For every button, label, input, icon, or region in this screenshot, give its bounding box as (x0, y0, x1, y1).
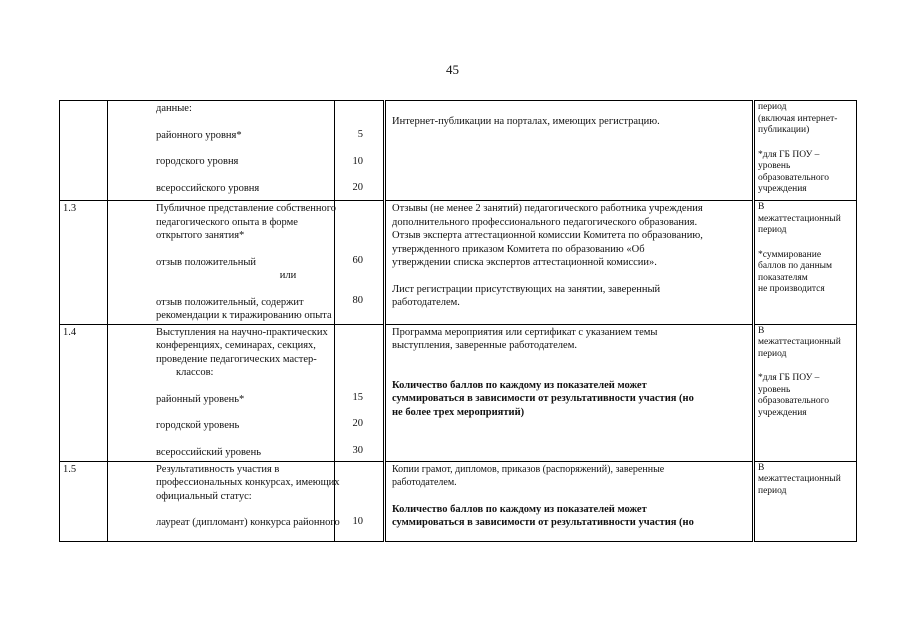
document-line: Отзывы (не менее 2 занятий) педагогического работника учреждения (392, 203, 703, 214)
period-line: *для ГБ ПОУ – (758, 373, 820, 383)
document-line (392, 270, 746, 283)
item-label: рекомендации к тиражированию опыта (156, 310, 332, 321)
period-line: не производится (758, 284, 825, 294)
points-value: 5 (357, 129, 363, 140)
indicator-cell (108, 461, 340, 541)
period-line: период (758, 102, 787, 112)
period-line (758, 360, 853, 373)
period-line (758, 237, 853, 250)
row-number: 1.4 (60, 324, 108, 461)
points-value: 80 (352, 294, 363, 306)
indicator-line: Результативность участия в (156, 463, 280, 475)
period-line: учреждения (758, 407, 807, 418)
document-line: Программа мероприятия или сертификат с указанием темы (392, 326, 658, 338)
document-line: Отзыв эксперта аттестационной комиссии Комитета по образованию, (392, 230, 703, 241)
period-cell (754, 324, 857, 461)
points-cell (335, 201, 385, 325)
period-line: образовательного (758, 396, 830, 406)
points-value: 30 (352, 444, 363, 456)
indicator-line: классов: (176, 367, 214, 378)
row-number: 1.3 (60, 201, 108, 325)
document-note: суммироваться в зависимости от результативности участия (но (392, 517, 694, 528)
period-line: уровень (758, 384, 791, 395)
item-label: отзыв положительный (156, 256, 257, 268)
document-line: дополнительного профессионального педагогического образования. (392, 216, 698, 228)
document-line: Интернет-публикации на порталах, имеющих регистрацию. (392, 116, 660, 127)
period-line: период (758, 225, 787, 235)
period-line: образовательного (758, 172, 830, 183)
table-row (60, 201, 857, 325)
item-label: лауреат (дипломант) конкурса районного (156, 517, 340, 528)
period-line: *для ГБ ПОУ – (758, 149, 820, 160)
item-label: городской уровень (156, 420, 240, 431)
document-line: работодателем. (392, 297, 460, 308)
period-line: межаттестационный (758, 337, 841, 347)
or-label: или (279, 270, 297, 281)
points-value: 60 (352, 255, 363, 266)
document-note: суммироваться в зависимости от результативности участия (но (392, 393, 694, 404)
item-label: районный уровень* (156, 393, 245, 405)
period-line: публикации) (758, 125, 810, 135)
period-line: (включая интернет- (758, 113, 838, 124)
indicator-line: открытого занятия* (156, 230, 245, 241)
document-line: работодателем. (392, 477, 457, 488)
period-line: В (758, 202, 765, 212)
indicator-cell (108, 101, 335, 201)
period-line: межаттестационный (758, 213, 841, 224)
item-label: всероссийский уровень (156, 446, 262, 458)
document-note: Количество баллов по каждому из показателей может (392, 503, 647, 515)
document-line: выступления, заверенные работодателем. (392, 340, 577, 351)
item-label: всероссийского уровня (156, 182, 260, 194)
table-row (60, 324, 857, 461)
indicator-line: данные: (156, 103, 192, 114)
item-label: отзыв положительный, содержит (156, 296, 304, 308)
points-cell (335, 461, 385, 541)
row-number: 1.5 (60, 461, 108, 541)
document-line: утвержденного приказом Комитета по образованию «Об (392, 243, 645, 255)
period-line: В (758, 325, 765, 336)
period-line: показателям (758, 272, 808, 283)
row-number (60, 101, 108, 201)
item-label: городского уровня (156, 156, 239, 167)
period-cell (754, 101, 857, 201)
indicator-line: педагогического опыта в форме (156, 216, 298, 228)
indicator-line: Публичное представление собственного (156, 203, 337, 214)
points-value: 20 (352, 418, 363, 429)
period-line: период (758, 348, 787, 359)
points-value: 10 (352, 515, 363, 527)
period-line (758, 137, 853, 150)
indicator-cell (108, 324, 335, 461)
period-line: В (758, 462, 765, 473)
documents-cell (385, 101, 754, 201)
period-line: учреждения (758, 184, 807, 194)
points-value: 10 (352, 155, 363, 167)
period-line: уровень (758, 161, 791, 171)
document-line: Копии грамот, дипломов, приказов (распоряжений), заверенные (392, 463, 665, 475)
points-value: 15 (352, 391, 363, 403)
period-cell (754, 461, 857, 541)
document-line: Лист регистрации присутствующих на занятии, заверенный (392, 283, 661, 295)
period-line: межаттестационный (758, 474, 841, 484)
indicator-cell (108, 201, 335, 325)
indicator-line: Выступления на научно-практических (156, 326, 328, 338)
page-number: 45 (446, 62, 459, 77)
indicator-line: профессиональных конкурсах, имеющих (156, 477, 340, 488)
points-cell (335, 324, 385, 461)
documents-cell (385, 461, 754, 541)
period-cell (754, 201, 857, 325)
document-line: утверждении списка экспертов аттестационной комиссии». (392, 257, 657, 268)
document-note: Количество баллов по каждому из показателей может (392, 379, 647, 391)
points-value: 20 (352, 182, 363, 193)
indicator-line: официальный статус: (156, 490, 252, 502)
documents-cell (385, 324, 754, 461)
item-label: районного уровня* (156, 129, 242, 141)
points-cell (335, 101, 385, 201)
documents-cell (385, 201, 754, 325)
period-line: баллов по данным (758, 261, 833, 271)
document-note: не более трех мероприятий) (392, 406, 525, 418)
period-line: *суммирование (758, 249, 822, 260)
indicator-line: проведение педагогических мастер- (156, 353, 317, 365)
indicator-line: конференциях, семинарах, секциях, (156, 340, 316, 351)
table-row (60, 461, 857, 541)
criteria-table (59, 100, 857, 542)
period-line: период (758, 485, 787, 496)
table-row (60, 101, 857, 201)
